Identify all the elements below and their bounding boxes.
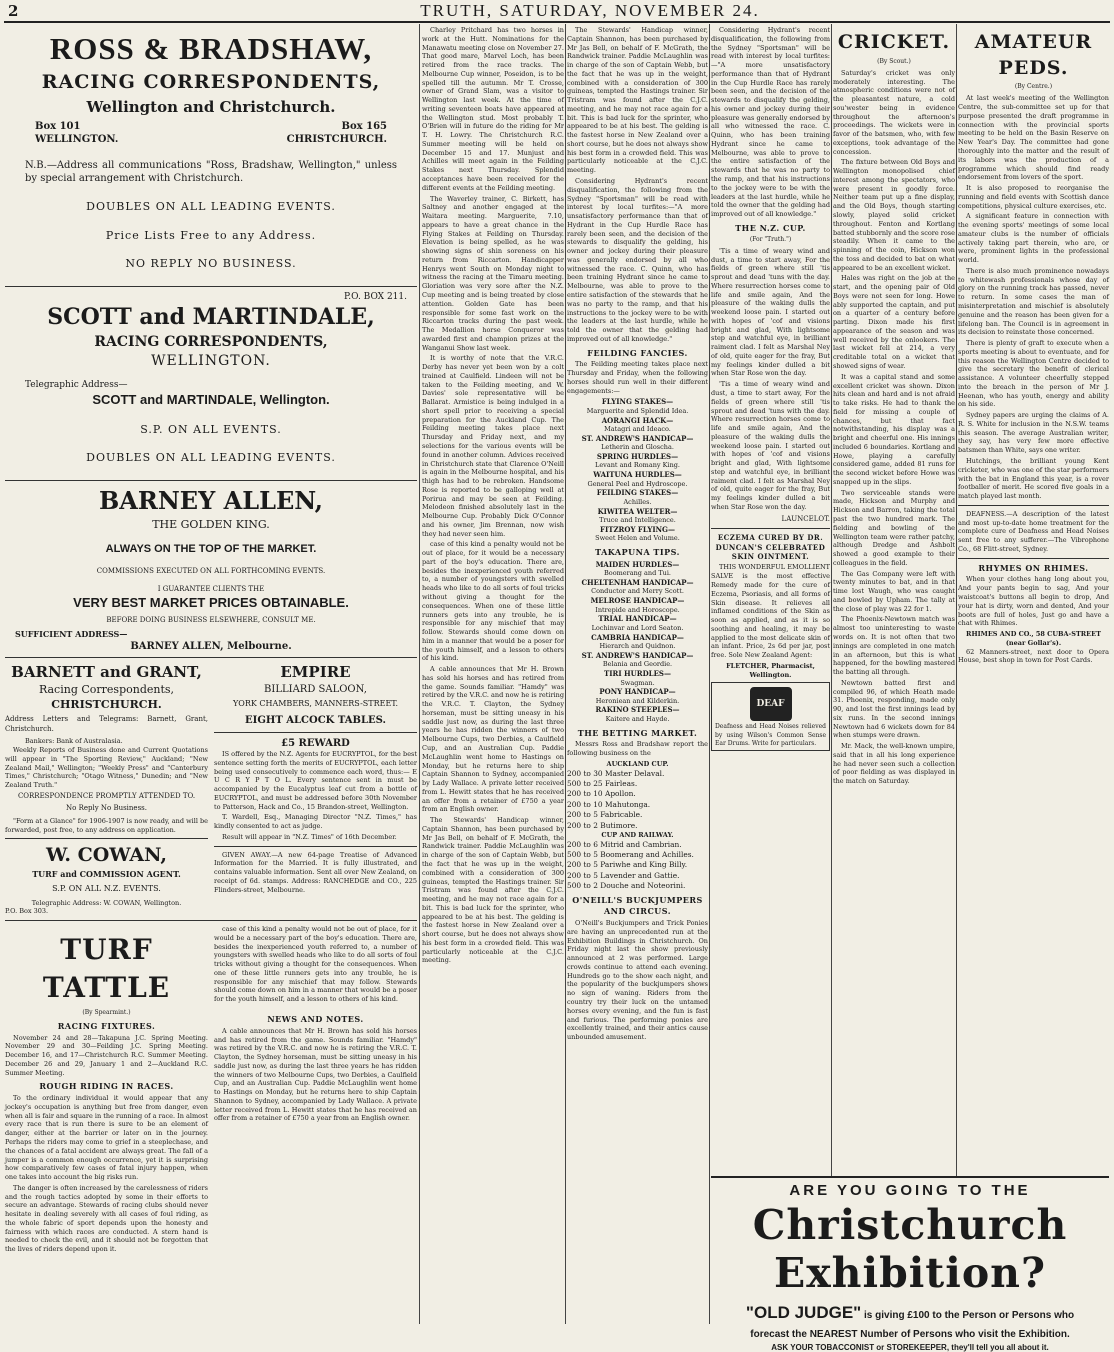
ross-name: ROSS & BRADSHAW, <box>49 31 373 66</box>
reward-head: £5 REWARD <box>281 737 350 749</box>
hydrant-p: Considering Hydrant's recent disqualification, the following from the Sydney "Sportsman" will be read with interest by local turfites:—"A more unsatisfactory performance than that of Hydrant in the Cup Hurdle Race has rarely been seen, and the decision of the stewards to disqualify the gelding, his owner and jockey during their pleasure was generally endorsed by all who witnessed the race. C. Quinn, who has been training Hydrant since he came to Melbourne, was able to prove to the entire satisfaction of the stewards that he was no party to the ramp, and that his instructions to the jockey were to be with the leaders at the last hurdle, while he told the owner that the gelding had improved out of all knowledge." <box>567 177 708 343</box>
feilding-intro: The Feilding meeting takes place next Thursday and Friday, when the following horses should run well in their different engagements:— <box>567 360 708 395</box>
betting-line: 500 to 5 Boomerang and Achilles. <box>567 850 694 860</box>
tip-horses: Lochinvar and Lord Seaton. <box>591 623 684 632</box>
tip-horses: Sweet Helen and Volume. <box>595 534 680 543</box>
eczema-head: ECZEMA CURED BY DR. DUNCAN'S CELEBRATED SKIN OINTMENT. <box>715 533 826 562</box>
ross-noreply: NO REPLY NO BUSINESS. <box>125 257 297 271</box>
betting-line: 200 to 10 Mahutonga. <box>567 799 651 809</box>
tip-horses: Letherin and Gloscha. <box>601 443 674 452</box>
column-rule <box>831 24 832 1324</box>
notes-p1: Charley Pritchard has two horses in work at the Hutt. Nominations for the Manawatu meeting close on November 27. That good mare, Marvel Loch, has been retired from the race tracks. The Melbourne Cup winner, Poseidon, is to be spelled till the autumn. Mr T. Crosse, owner of Grand Slam, was a visitor to Wellington last week. At the time of writing seventeen boats have appeared at the Wellington stud. Most probably T. O'Brien will in future do the riding for Mr T. H. Lowry. The Christchurch R.C. Summer meeting will be held on December 15 and 17. Munjust and Achilles will meet again in the Feilding Stakes next Thursday. Splendid acceptances have been received for the different events at the Feilding meeting. <box>422 26 564 192</box>
betting-line: 500 to 25 Fairleas. <box>567 779 638 789</box>
ross-places: Wellington and Christchurch. <box>86 98 336 117</box>
fixtures-head: RACING FIXTURES. <box>57 1020 156 1031</box>
nzcup-poem-2: 'Tis a time of weary wind and dust, a time to start away, For the fields of green where still 'tis sprout and dead 'tuns with the day. Where resurrection horses come to life and smile again, And the pleasure of the waking dulls the weekend loose pain. I started out with hopes of 'cof and visions bright and glad, With lightsome step and watchful eye, in brilliant raiment clad. I felt as Marshal Ney of old, quite eager for the fray, But my feelings kinder dulled a bit when Star Rose won the day. <box>711 380 830 511</box>
nzcup-head: THE N.Z. CUP. <box>735 222 806 233</box>
cricket-p2: The fixture between Old Boys and Wellington monopolised chief interest among the spectators, who were present in goodly force. Neither team put up a fine display, and the Old Boys, though starting slowly, played solid cricket throughout. Fenton and Kortlang batted stubbornly and the score rose steadily. When it came to the spinning of the coin, Hickson won the toss and decided to bat on what appeared to be an excellent wicket. <box>833 158 955 272</box>
tip-horses: Conductor and Merry Scott. <box>591 587 684 596</box>
exhibition-offer: is giving £100 to the Person or Persons who <box>864 1310 1075 1321</box>
auckland-cup-head: AUCKLAND CUP. <box>606 760 669 768</box>
peds-title: AMATEUR PEDS. <box>974 31 1093 79</box>
betting-line: 200 to 2 Butimore. <box>567 820 638 830</box>
cowan-name: W. COWAN, <box>46 844 167 867</box>
tip-race: KIWITEA WELTER— <box>597 506 678 516</box>
notes-p3: It is worthy of note that the V.R.C. Derby has never yet been won by a colt trained at Caulfield. Lindeen will not be taken to the Feilding meeting, and W. Davies' sole representative will be Ballarat. Armistice is being indulged in a short spell prior to receiving a special preparation for the Auckland Cup. The Feilding meeting takes place next Thursday and Friday next, and my selections for the various events will be found in another column. Advices received in Christchurch state that Clarence O'Neill is again in the Melbourne hospital, and his thigh has had to be rebroken. Handsome Rose is reported to be galloping well at Porirua and may be seen at Feilding. Melodeon finished absolutely last in the Melbourne Cup. Probably Dick O'Connor and his owner, Jim Brennan, now wish they had never seen him. <box>422 354 564 538</box>
column-cricket <box>833 26 955 1326</box>
betting-line: 200 to 10 Apollon. <box>567 789 636 799</box>
deaf-text: Deafness and Head Noises relieved by using Wilson's Common Sense Ear Drums. Write for particulars. <box>715 723 826 747</box>
cowan-sp: S.P. ON ALL N.Z. EVENTS. <box>52 883 161 893</box>
notes-p5: A cable announces that Mr H. Brown has sold his horses and has retired from the game. Sounds familiar. "Hamdy" was retired by the V.R.C. and now he is retiring the V.R.C. T. Clayton, the Sydney horseman, must be sitting uneasy in his saddle just now, as during the last three years he has ridden the winners of two Melbourne Cups, two Derbies, a Caulfield Cup, and an Australian Cup. Paddie McLaughlin went home to Hastings on Monday, but he returns here to ship Captain Shannon to Sydney, accompanied by Lady Wallace. A private letter received from L. Hewitt states that he has received an offer from a retainer of £750 a year from an English owner. <box>422 665 564 814</box>
tip-horses: Intrepide and Horoscope. <box>595 605 680 614</box>
scott-name: SCOTT and MARTINDALE, <box>47 304 375 331</box>
scott-martindale-ad <box>5 291 417 466</box>
betting-line: 200 to 30 Master Delaval. <box>567 768 665 778</box>
empire-name: EMPIRE <box>280 663 351 682</box>
column-rule <box>956 24 957 1324</box>
scott-tel: SCOTT and MARTINDALE, Wellington. <box>92 392 330 408</box>
betting-intro: Messrs Ross and Bradshaw report the following business on the <box>567 740 708 758</box>
reward-result: Result will appear in "N.Z. Times" of 16th December. <box>222 832 397 841</box>
tip-race: FLYING STAKES— <box>601 397 674 407</box>
cowan-box: P.O. Box 303. <box>5 907 49 916</box>
news-notes-p: A cable announces that Mr H. Brown has sold his horses and has retired from the game. Sounds familiar. "Hamdy" was retired by the V.R.C. and now he is retiring the V.R.C. T. Clayton, the Sydney horseman, must be sitting uneasy in his saddle just now, as during the last three years he has ridden the winners of two Melbourne Cups, two Derbies, a Caulfield Cup, and an Australian Cup. Paddie McLaughlin went home to Hastings on Monday, but he returns here to ship Captain Shannon to Sydney, accompanied by Lady Wallace. A private letter received from L. Hewitt states that he has received an offer from a retainer of £750 a year from an English owner. <box>214 1026 417 1123</box>
barney-addr: BARNEY ALLEN, Melbourne. <box>130 640 292 652</box>
barney-addr-label: SUFFICIENT ADDRESS— <box>15 629 128 640</box>
barney-guarantee: I GUARANTEE CLIENTS THE <box>157 584 265 593</box>
masthead: TRUTH, SATURDAY, NOVEMBER 24. <box>420 1 760 20</box>
oneill-head: O'NEILL'S BUCKJUMPERS AND CIRCUS. <box>572 895 703 917</box>
cricket-p5: Two serviceable stands were made, Hickson and Murphy and Hickson and Barron, taking the total past the two hundred mark. The fielding and bowling of the Wellington team were rather patchy, although Dredge and Ashbolt showed a good example to their colleagues in the field. <box>833 488 955 567</box>
tip-race: ST. ANDREW'S HANDICAP— <box>581 433 694 443</box>
tip-race: TIRI HURDLES— <box>604 669 671 679</box>
cricket-p9: Mr. Mack, the well-known umpire, said that in all his long experience he had never seen such a collection of poor fielding as was displayed in the match on Saturday. <box>833 742 955 786</box>
rhimes-sign: RHIMES AND CO., 58 CUBA-STREET (near Gollar's). <box>966 630 1101 647</box>
takapuna-tips <box>567 560 708 724</box>
tip-horses: Kaitere and Hayde. <box>605 714 670 723</box>
column-rule <box>565 24 566 1324</box>
exhibition-ad <box>711 1176 1109 1352</box>
tip-horses: Boomerang and Tui. <box>604 569 671 578</box>
scott-doubles: DOUBLES ON ALL LEADING EVENTS. <box>86 451 336 465</box>
feilding-tips <box>567 397 708 543</box>
ross-price: Price Lists Free to any Address. <box>105 228 317 242</box>
column-peds <box>958 26 1109 1326</box>
barney-name: BARNEY ALLEN, <box>99 486 323 516</box>
scott-tel-label: Telegraphic Address— <box>25 379 128 390</box>
barney-commissions: COMMISSIONS EXECUTED ON ALL FORTHCOMING EVENTS. <box>96 567 326 576</box>
tip-race: AORANGI HACK— <box>601 415 674 425</box>
peds-p5: There is plenty of graft to execute when a sports meeting is about to eventuate, and for this reason the Wellington Centre decided to give the secretary the benefit of clerical assistance. A volunteer cheerfully stepped into the breach in the person of Mr J. Heenan, who has youth, energy and ability on his side. <box>958 339 1109 409</box>
exhibition-line3: ASK YOUR TOBACCONIST or STOREKEEPER, they'll tell you all about it. <box>771 1343 1049 1352</box>
betting-line: 200 to 5 Fabricable. <box>567 810 643 820</box>
stewards-p: The Stewards' Handicap winner, Captain Shannon, has been purchased by Mr Jas Bell, on behalf of F. McGrath, the Randwick trainer. Paddie McLaughlin was in charge of the son of Captain Webb, but the fact that he was up in the weight, combined with a consideration of 300 guineas, tempted the Hastings trainer. Sir Tristram was found after the C.J.C. meeting, and he may not race again for a bit. This is bad luck for the sprinter, who appeared to be at his best. The gelding is the fastest horse in New Zealand over a short course, but he does not always show his best form in a crowded field. This was particularly noticeable at the C.J.C. meeting. <box>567 26 708 175</box>
scott-sp: S.P. ON ALL EVENTS. <box>140 422 282 436</box>
header-rule <box>4 21 1110 23</box>
tip-race: PONY HANDICAP— <box>599 687 676 697</box>
page-number: 2 <box>8 2 19 20</box>
ross-doubles: DOUBLES ON ALL LEADING EVENTS. <box>86 199 336 213</box>
turf-by: (By Spearmint.) <box>82 1008 131 1016</box>
column-notes <box>422 26 564 1326</box>
tip-race: FEILDING STAKES— <box>596 488 679 498</box>
empire-sub: BILLIARD SALOON, <box>264 683 367 695</box>
cricket-p3: Hales was right on the job at the start, and the opening pair of Old Boys were not seen for long. Howe ably supported the captain, and put on a quarter of a century before parting. Dixon made his first appearance of the season and was well received by the onlookers. The last wicket fell at 214, a very creditable total on a wicket that showed signs of wear. <box>833 274 955 370</box>
barnett-body: Weekly Reports of Business done and Current Quotations will appear in "The Sporting Review," Auckland; "New Zealand Mail," Wellington; "Weekly Press" and "Canterbury Times," Christchurch; "Otago Witness," Dunedin; and "New Zealand Truth." <box>5 746 208 790</box>
peds-by: (By Centre.) <box>1014 83 1053 91</box>
notes-p2: The Waverley trainer, C. Birkett, has Saltney and another engaged at the Waitara meeting. Marguerite, 7.10, appears to have a great chance in the Flying Stakes at Feilding on Thursday. Elevation is being spelled, as he was showing signs of shin soreness on his return from Riccarton. Handicapper Henrys went South on Monday night to witness the racing at the Timaru meeting. Gloriation was very sore after the N.Z. Cup meeting and is being treated by close attention. Golden Gate has been responsible for some fast work on the Riccarton tracks during the past week. The Medallion horse Conqueror was awarded first and champion prizes at the Wanganui Show last week. <box>422 194 564 352</box>
barnett-bankers: Bankers: Bank of Australasia. <box>25 737 123 746</box>
column-nzcup <box>711 26 830 1326</box>
takapuna-head: TAKAPUNA TIPS. <box>595 547 680 558</box>
empire-addr: YORK CHAMBERS, MANNERS-STREET. <box>232 699 398 709</box>
cowan-sub: TURF and COMMISSION AGENT. <box>32 868 181 879</box>
barney-allen-ad <box>5 485 417 653</box>
tip-horses: Marguerite and Splendid Idea. <box>586 406 689 415</box>
nzcup-poem: 'Tis a time of weary wind and dust, a time to start away, For the fields of green where still 'tis sprout and dead 'tuns with the day. Where resurrection horses come to life and smile again, And the pleasure of the waking dulls the weekend loose pain. I started out with hopes of 'cof and visions bright and glad, With lightsome step and watchful eye, in brilliant raiment clad. I felt as Marshal Ney of old, quite eager for the fray, But my feelings kinder dulled a bit when Star Rose won the day. <box>711 246 830 378</box>
launcelot: LAUNCELOT. <box>781 514 830 523</box>
barnett-grant-ad <box>5 662 208 916</box>
cricket-p6: The Gas Company were left with twenty minutes to bat, and in that time lost Waugh, who was caught and bowled by Upham. The tally at the close of play was 22 for 1. <box>833 569 955 613</box>
cricket-p7: The Phoenix-Newtown match was almost too uninteresting to waste words on. It is not often that two innings are completed in one match in an afternoon, but this is what happened, for the bowling mastered the batting all through. <box>833 615 955 677</box>
fixtures-text: November 24 and 28—Takapuna J.C. Spring Meeting. November 29 and 30—Feilding J.C. Spring Meeting. December 16, and 17—Christchurch R.C. Summer Meeting. December 26 and 29, January 1 and 2—Auckland R.C. Summer Meeting. <box>5 1033 208 1077</box>
rough-p1: To the ordinary individual it would appear that any jockey's occupation is anything but free from danger, even when all is fair and square in the running of a race. In almost every race that is run there is sure to be an element of danger, either at the barrier or later on in the journey. Perhaps the riders may come to grief in a steeplechase, and the chances of a fatal accident are always great. The fall of a jumper is a common enough occurrence, yet it is surprising how comparatively few cases of fatal injury happen, when one takes into account the big risks run. <box>5 1094 208 1182</box>
barney-before: BEFORE DOING BUSINESS ELSEWHERE, CONSULT ME. <box>106 615 316 624</box>
barnett-city: CHRISTCHURCH. <box>51 697 162 711</box>
barney-sub: THE GOLDEN KING. <box>152 517 270 531</box>
exhibition-question: ARE YOU GOING TO THE <box>789 1182 1031 1199</box>
cricket-p4: It was a capital stand and some excellent cricket was shown. Dixon hits clean and hard and is not afraid to take risks. He had to thank the field for missing a couple of chances, but that fact notwithstanding, his display was a bright and cheerful one. His innings included 6 boundaries. Kortlang and Howe, playing a carefully considered game, added 81 runs for the second wicket before Howe was snapped up in the slips. <box>833 372 955 486</box>
reward-body: IS offered by the N.Z. Agents for EUCRYPTOL, for the best sentence setting forth the merits of EUCRYPTOL, each letter being used consecutively to commence each word, thus:— E U C R Y P T O L. Every sentence sent in must be accompanied by the Eucalyptus leaf cut from a bottle of EUCRYPTOL, and must be addressed before 30th November to Patterson, Hack and Co., 15 Brandon-street, Wellington. <box>214 750 417 811</box>
fletcher: FLETCHER, Pharmacist, Wellington. <box>726 661 815 679</box>
deafness-ad: DEAFNESS.—A description of the latest and most up-to-date home treatment for the complete cure of Deafness and Head Noises sent free to any sufferer.—The Vibrophone Co., 68 Flitt-street, Sydney. <box>958 509 1109 553</box>
box-right: Box 165 <box>341 120 387 132</box>
column-tips <box>567 26 708 1326</box>
betting-line: 200 to 5 Lavender and Gattie. <box>567 870 680 880</box>
peds-p4: There is also much prominence nowadays to whitewash professionals whose day of glory on the running track has passed, never to return. In some cases the man of misinterpretation and mischief is absolutely genuine and the reason has been given for a lifelong ban. The Council is in agreement in its decision to reinstate those concerned. <box>958 266 1109 337</box>
tip-race: WAITUNA HURDLES— <box>593 470 682 480</box>
cricket-by: (By Scout.) <box>877 57 911 65</box>
exhibition-line1 <box>711 1303 1109 1323</box>
peds-p6: Sydney papers are urging the claims of A. R. S. White for inclusion in the N.S.W. teams this season. The average Australian writer, they say, has very few more effective batsmen than White, says one writer. <box>958 411 1109 455</box>
tip-race: MAIDEN HURDLES— <box>595 559 680 569</box>
barnett-form: "Form at a Glance" for 1906-1907 is now ready, and will be forwarded, post free, to any address on application. <box>5 816 208 834</box>
barney-best: VERY BEST MARKET PRICES OBTAINABLE. <box>73 595 349 611</box>
opera-text: 62 Manners-street, next door to Opera House, best shop in town for Post Cards. <box>958 647 1109 665</box>
notes-p6: The Stewards' Handicap winner, Captain Shannon, has been purchased by Mr Jas Bell, on behalf of F. McGrath, the Randwick trainer. Paddie McLaughlin was in charge of the son of Captain Webb, but the fact that he was up in the weight, combined with a consideration of 300 guineas, tempted the Hastings trainer. Sir Tristram was found after the C.J.C. meeting, and he may not race again for a bit. This is bad luck for the sprinter, who appeared to be at his best. The gelding is the fastest horse in New Zealand over a short course, but he does not always show his best form in a crowded field. This was particularly noticeable at the C.J.C. meeting. <box>422 816 564 965</box>
ross-sub: RACING CORRESPONDENTS, <box>41 70 381 93</box>
cup-railway-list <box>567 840 708 892</box>
city-left: WELLINGTON. <box>35 134 119 146</box>
betting-head: THE BETTING MARKET. <box>577 727 698 738</box>
barney-always: ALWAYS ON THE TOP OF THE MARKET. <box>105 543 317 556</box>
barnett-sub: Racing Correspondents, <box>38 682 175 696</box>
peds-p7: Hutchings, the brilliant young Kent cricketer, who was one of the star performers with the bat in England this year, is a rover footballer of merit. He scored five goals in a match played last month. <box>958 457 1109 501</box>
tip-race: RAKINO STEEPLES— <box>595 705 680 715</box>
peds-p2: It is also proposed to reorganise the running and field events with Scottish dance competitions, physical culture exercises, etc. <box>958 184 1109 210</box>
rough-p2: The danger is often increased by the carelessness of riders and the rough tactics adopted by some in their efforts to secure an advantage. Stewards of racing clubs should never hesitate in dealing severely with all cases of foul riding, as the whole fabric of sport depends upon the honesty and fairness with which races are conducted. A stern hand is needed to check the evil, and it should not be forgotten that the lives of riders depend upon it. <box>5 1183 208 1254</box>
cricket-p8: Newtown batted first and compiled 96, of which Heath made 31. Phoenix, responding, made only 90, and lost the first innings lead by six runs. In the second innings Newtown had 6 wickets down for 84 when stumps were drawn. <box>833 678 955 740</box>
box-left: Box 101 <box>35 120 81 132</box>
tip-race: CAMBRIA HANDICAP— <box>591 632 684 642</box>
ross-note: N.B.—Address all communications "Ross, Bradshaw, Wellington," unless by special arrangement with Christchurch. <box>25 159 397 185</box>
tip-race: CHELTENHAM HANDICAP— <box>581 578 694 588</box>
cricket-title: CRICKET. <box>837 31 951 53</box>
rhymes-text: When your clothes hang long about you, And your pants begin to sag, And your waistcoat's buttons all begin to drop, And your hat is dirty, worn and dented, And your boots are full of holes, Just go and have a chat with Rhimes. <box>958 575 1109 628</box>
rough-head: ROUGH RIDING IN RACES. <box>39 1081 174 1092</box>
empire-reward-ads <box>214 662 417 916</box>
tip-horses: Levant and Romany King. <box>595 461 680 470</box>
peds-p1: At last week's meeting of the Wellington Centre, the sub-committee set up for that purpose presented the draft programme in connection with the provincial sports meeting to be held on the Basin Reserve on New Year's Day. The committee had gone thoroughly into the matter and the result of its labors was the production of a programme which should find ready endorsement from lovers of the sport. <box>958 94 1109 182</box>
turf-cont-p: case of this kind a penalty would not be out of place, for it would be a necessary part of the boy's education. There are, besides the inexperienced youth referred to, a number of youngsters with swelled heads who like to do all sorts of foul tricks without giving a thought for the consequences. When one of these little runners gets into any trouble, he is responsible for any mischief that may follow. Stewards should come down on him in a manner that would be a poser for the youth himself, and a lesson to others of his kind. <box>214 925 417 1004</box>
cricket-p1: Saturday's cricket was only moderately interesting. The atmospheric conditions were not of the pleasantest nature, a cold sou'wester being in evidence throughout the afternoon's proceedings. The wickets were in favor of the batsmen, who, with few exceptions, took advantage of the concession. <box>833 68 955 156</box>
tip-race: FITZROY FLYING— <box>599 524 675 534</box>
betting-line: 200 to 6 Mitrid and Cambrian. <box>567 839 682 849</box>
tip-horses: Achilles. <box>623 497 652 506</box>
rhymes-head: RHYMES ON RHIMES. <box>978 562 1089 573</box>
tip-horses: General Peel and Hydroscope. <box>587 479 688 488</box>
tip-race: ST. ANDREW'S HANDICAP— <box>581 650 694 660</box>
given-away-ad: GIVEN AWAY.—A new 64-page Treatise of Advanced Information for the Married. It is fully illustrated, and contains valuable information. Sent all over New Zealand, on receipt of 6d. stamps. Address: RANCHEDGE and CO., 225 Flinders-street, Melbourne. <box>214 850 417 894</box>
exhibition-line2: forecast the NEAREST Number of Persons who visit the Exhibition. <box>750 1329 1070 1340</box>
turf-tattle <box>5 925 208 1256</box>
tip-horses: Truce and Intelligence. <box>599 516 676 525</box>
old-judge: "OLD JUDGE" <box>745 1303 862 1322</box>
barnett-corr: CORRESPONDENCE PROMPTLY ATTENDED TO. <box>17 791 196 800</box>
feilding-head: FEILDING FANCIES. <box>587 347 688 358</box>
reward-sign: T. Wardell, Esq., Managing Director "N.Z. Times," has kindly consented to act as judge. <box>214 813 417 831</box>
tip-race: MELROSE HANDICAP— <box>590 596 685 606</box>
ross-bradshaw-ad <box>5 28 417 272</box>
turf-title: TURF TATTLE <box>42 933 171 1004</box>
scott-city: WELLINGTON. <box>151 352 271 369</box>
tip-horses: Belania and Geordie. <box>602 660 673 669</box>
column-rule <box>709 24 710 1324</box>
scott-box: P.O. BOX 211. <box>344 292 407 303</box>
eczema-text: THIS WONDERFUL EMOLLIENT SALVE is the most effective Remedy made for the cure of Eczema, Psoriasis, and all forms of Skin disease. It relieves all inflamed conditions of the Skin as soon as applied, and as it is so soothing and healing, it may be applied to the most delicate skin of an infant. Price, 2s 6d per jar, post free. Sole New Zealand Agent: <box>711 563 830 660</box>
exhibition-name: Christchurch Exhibition? <box>752 1201 1068 1297</box>
hydrant-cont: Considering Hydrant's recent disqualification, the following from the Sydney "Sportsman" will be read with interest by local turfites:—"A more unsatisfactory performance than that of Hydrant in the Cup Hurdle Race has rarely been seen, and the decision of the stewards to disqualify the gelding, his owner and jockey during their pleasure was generally endorsed by all who witnessed the race. C. Quinn, who has been training Hydrant since he came to Melbourne, was able to prove to the entire satisfaction of the stewards that he was no party to the ramp, and that his instructions to the jockey were to be with the leaders at the last hurdle, while he told the owner that the gelding had improved out of all knowledge." <box>711 26 830 219</box>
scott-sub: RACING CORRESPONDENTS, <box>94 334 328 351</box>
turf-tattle-cont: case of this kind a penalty would not be out of place, for it would be a necessary part of the boy's education. There are, besides the inexperienced youth referred to, a number of youngsters with swelled heads who like to do all sorts of foul tricks without giving a thought for the consequences. When one of these little runners gets into any trouble, he is responsible for any mischief that may follow. Stewards should come down on him in a manner that would be a poser for the youth himself, and a lesson to others of his kind. NEWS AND NOTES. A cable announces that Mr H. Brown has sold his horses and has retired from the game. Sounds familiar. "Hamdy" was retired by the V.R.C. and now he is retiring the V.R.C. T. Clayton, the Sydney horseman, must be sitting uneasy in his saddle just now, as during the last three years he has ridden the winners of two Melbourne Cups, two Derbies, a Caulfield Cup, and an Australian Cup. Paddie McLaughlin went home to Hastings on Monday, but he returns here to ship Captain Shannon to Sydney, accompanied by Lady Wallace. A private letter received from L. Hewitt states that he has received an offer from a retainer of £750 a year from an English owner. <box>214 925 417 1123</box>
column-rule <box>419 24 420 1324</box>
column-left-ads <box>5 26 417 1326</box>
city-right: CHRISTCHURCH. <box>286 134 387 146</box>
oneill-text: O'Neill's Buckjumpers and Trick Ponies are having an unprecedented run at the Exhibition Buildings in Christchurch. On Friday night last the show previously announced at 2 was performed. Large crowds continue to attend each evening. Hundreds go to the show each night, and the popularity of the buckjumpers shows no sign of waning. Riders from the country try their luck on the untamed horses every evening, and the fun is fast and furious. The performing ponies are excellently trained, and their antics cause unbounded amusement. <box>567 919 708 1042</box>
cup-railway-head: CUP AND RAILWAY. <box>601 830 674 839</box>
tip-horses: Swagman. <box>620 678 655 687</box>
tip-horses: Matagri and Ideaco. <box>604 425 671 434</box>
barnett-tel: Address Letters and Telegrams: Barnett, Grant, Christchurch. <box>5 715 208 733</box>
peds-p3: A significant feature in connection with the evening sports' meetings of some local amateur clubs is the number of officials actively taking part therein, who are, or were, prominent lights in the professional world. <box>958 212 1109 265</box>
page-header <box>0 0 1114 22</box>
barnett-noreply: No Reply No Business. <box>66 804 147 813</box>
betting-line: 200 to 5 Pariwhe and King Billy. <box>567 860 688 870</box>
empire-tables: EIGHT ALCOCK TABLES. <box>245 715 386 727</box>
nzcup-by: (For "Truth.") <box>749 235 792 243</box>
tip-horses: Hierarch and Quidnon. <box>599 642 676 651</box>
tip-race: TRIAL HANDICAP— <box>598 614 677 624</box>
deaf-ad <box>711 682 830 750</box>
tip-race: SPRING HURDLES— <box>596 452 679 462</box>
tip-horses: Heroniean and Kilderkin. <box>595 696 680 705</box>
betting-line: 500 to 2 Douche and Noteorini. <box>567 881 686 891</box>
deaf-seal: DEAF <box>750 687 792 721</box>
cowan-tel: Telegraphic Address: W. COWAN, Wellington. <box>31 898 182 907</box>
barnett-name: BARNETT and GRANT, <box>11 663 202 682</box>
notes-p4: case of this kind a penalty would not be out of place, for it would be a necessary part of the boy's education. There are, besides the inexperienced youth referred to, a number of youngsters with swelled heads who like to do all sorts of foul tricks without giving a thought for the consequences. When one of these little runners gets into any trouble, he is responsible for any mischief that may follow. Stewards should come down on him in a manner that would be a poser for the youth himself, and a lesson to others of his kind. <box>422 540 564 663</box>
auckland-cup-list <box>567 769 708 831</box>
